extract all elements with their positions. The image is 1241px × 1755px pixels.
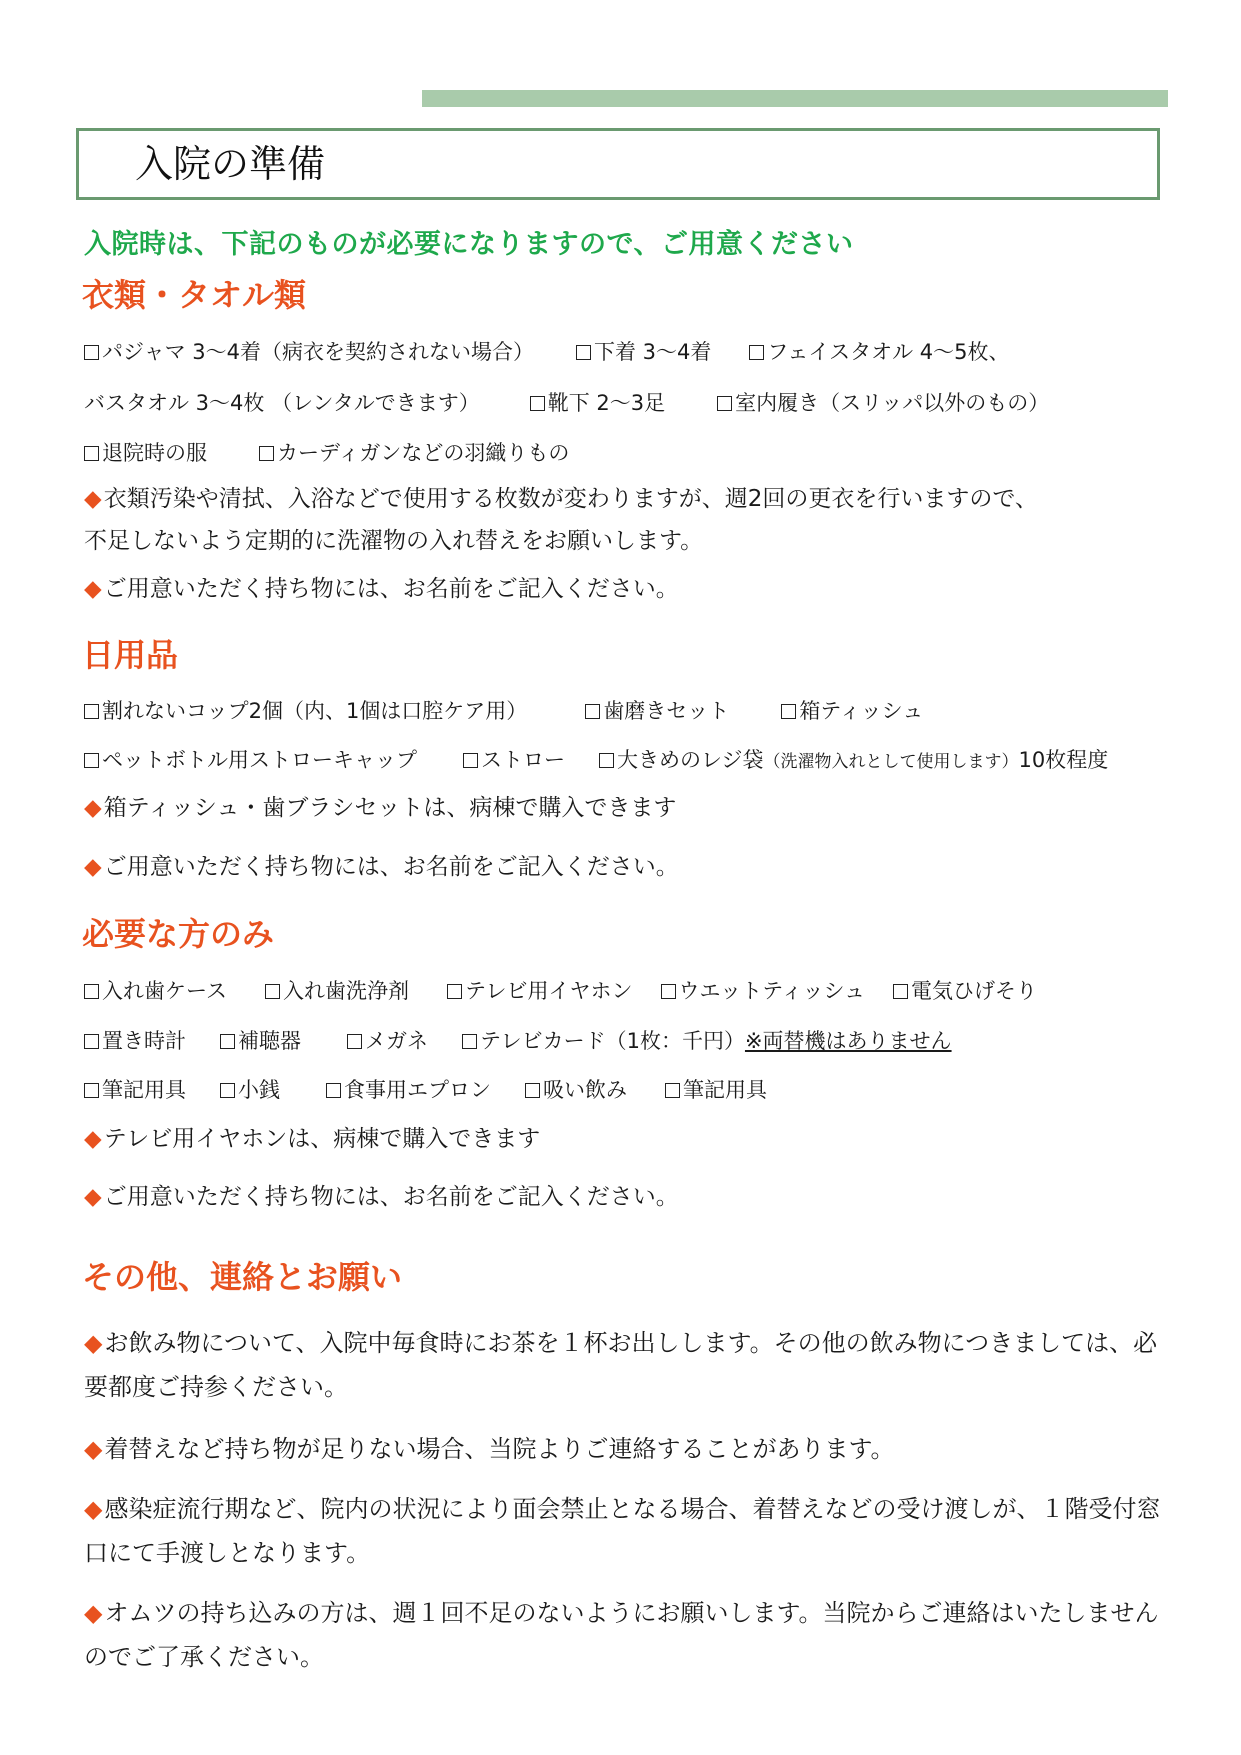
checklist-item[interactable]: 小銭 [220,1076,280,1104]
checkbox-icon[interactable] [749,345,764,360]
checklist-item-continued: バスタオル 3～4枚 （レンタルできます） [84,391,480,415]
title-frame [76,128,1160,200]
clothes-note-1: ◆衣類汚染や清拭、入浴などで使用する枚数が変わりますが、週2回の更衣を行いますので、 [84,486,1038,512]
checkbox-icon[interactable] [463,753,478,768]
checklist-item[interactable]: 入れ歯洗浄剤 [265,977,409,1005]
checklist-item[interactable]: 室内履き（スリッパ以外のもの） [717,389,1049,417]
checkbox-icon[interactable] [84,345,99,360]
clothes-note-1-cont: 不足しないよう定期的に洗濯物の入れ替えをお願いします。 [84,528,704,554]
checklist-item[interactable]: 大きめのレジ袋（洗濯物入れとして使用します）10枚程度 [599,746,1108,776]
diamond-bullet-icon: ◆ [84,1435,103,1463]
checklist-item[interactable]: 割れないコップ2個（内、1個は口腔ケア用） [84,697,527,725]
diamond-bullet-icon: ◆ [84,1184,102,1210]
diamond-bullet-icon: ◆ [84,1495,103,1523]
diamond-bullet-icon: ◆ [84,486,102,512]
checkbox-icon[interactable] [84,704,99,719]
daily-row-1 [84,697,923,725]
checklist-item[interactable]: ウエットティッシュ [661,977,865,1005]
checkbox-icon[interactable] [599,753,614,768]
daily-note-2: ◆ご用意いただく持ち物には、お名前をご記入ください。 [84,854,679,880]
top-accent-bar [422,90,1168,107]
clothes-note-2: ◆ご用意いただく持ち物には、お名前をご記入ください。 [84,576,679,602]
checkbox-icon[interactable] [84,1083,99,1098]
checklist-item[interactable]: 筆記用具 [665,1076,767,1104]
checkbox-icon[interactable] [84,984,99,999]
optional-row-1 [84,977,1037,1005]
checkbox-icon[interactable] [84,1034,99,1049]
clothes-heading: 衣類・タオル類 [82,276,307,314]
checklist-item[interactable]: パジャマ 3～4着（病衣を契約されない場合） [84,338,534,366]
checkbox-icon[interactable] [259,446,274,461]
checklist-item[interactable]: 靴下 2～3足 [530,389,665,417]
optional-note-1: ◆テレビ用イヤホンは、病棟で購入できます [84,1126,541,1152]
diamond-bullet-icon: ◆ [84,576,102,602]
clothes-row-2 [84,389,1049,417]
diamond-bullet-icon: ◆ [84,795,102,821]
optional-row-3 [84,1076,767,1104]
checklist-item[interactable]: 筆記用具 [84,1076,186,1104]
other-heading: その他、連絡とお願い [82,1258,403,1296]
optional-heading: 必要な方のみ [82,915,275,953]
other-note-4: ◆オムツの持ち込みの方は、週１回不足のないようにお願いします。当院からご連絡はいたしませんのでご了承ください。 [84,1599,1159,1671]
checklist-item[interactable]: 電気ひげそり [893,977,1037,1005]
checklist-item[interactable]: 補聴器 [220,1027,301,1055]
checklist-item[interactable]: 下着 3～4着 [576,338,711,366]
checkbox-icon[interactable] [220,1083,235,1098]
checklist-item[interactable]: 吸い飲み [525,1076,627,1104]
checkbox-icon[interactable] [893,984,908,999]
checklist-item[interactable]: テレビカード（1枚：千円）※両替機はありません [462,1027,952,1055]
checkbox-icon[interactable] [525,1083,540,1098]
checklist-item[interactable]: 入れ歯ケース [84,977,227,1005]
daily-heading: 日用品 [82,636,179,674]
diamond-bullet-icon: ◆ [84,1126,102,1152]
optional-row-2 [84,1027,952,1055]
checkbox-icon[interactable] [585,704,600,719]
checkbox-icon[interactable] [447,984,462,999]
no-change-machine-note: ※両替機はありません [744,1029,952,1053]
other-note-1: ◆お飲み物について、入院中毎食時にお茶を１杯お出しします。その他の飲み物につきましては、必要都度ご持参ください。 [84,1329,1158,1401]
checklist-item[interactable]: メガネ [347,1027,428,1055]
checklist-item[interactable]: 置き時計 [84,1027,186,1055]
checkbox-icon[interactable] [84,753,99,768]
checklist-item[interactable]: ストロー [463,746,565,774]
intro-text: 入院時は、下記のものが必要になりますので、ご用意ください [84,229,854,260]
checklist-item[interactable]: ペットボトル用ストローキャップ [84,746,417,774]
checkbox-icon[interactable] [781,704,796,719]
diamond-bullet-icon: ◆ [84,1599,103,1627]
checkbox-icon[interactable] [84,446,99,461]
checkbox-icon[interactable] [265,984,280,999]
checkbox-icon[interactable] [530,396,545,411]
daily-row-2 [84,746,1108,776]
checklist-item[interactable]: 歯磨きセット [585,697,729,725]
checklist-item[interactable]: フェイスタオル 4～5枚、 [749,338,1009,366]
checklist-item[interactable]: カーディガンなどの羽織りもの [259,439,569,467]
checklist-item[interactable]: テレビ用イヤホン [447,977,633,1005]
checklist-item[interactable]: 退院時の服 [84,439,207,467]
optional-note-2: ◆ご用意いただく持ち物には、お名前をご記入ください。 [84,1184,679,1210]
checkbox-icon[interactable] [347,1034,362,1049]
checkbox-icon[interactable] [462,1034,477,1049]
checkbox-icon[interactable] [576,345,591,360]
checkbox-icon[interactable] [665,1083,680,1098]
other-note-2: ◆着替えなど持ち物が足りない場合、当院よりご連絡することがあります。 [84,1435,895,1463]
checkbox-icon[interactable] [326,1083,341,1098]
diamond-bullet-icon: ◆ [84,1329,103,1357]
checklist-item[interactable]: 箱ティッシュ [781,697,923,725]
clothes-row-3 [84,439,569,467]
clothes-row-1 [84,338,1010,366]
checklist-item[interactable]: 食事用エプロン [326,1076,491,1104]
diamond-bullet-icon: ◆ [84,854,102,880]
checkbox-icon[interactable] [717,396,732,411]
daily-note-1: ◆箱ティッシュ・歯ブラシセットは、病棟で購入できます [84,795,677,821]
other-note-3: ◆感染症流行期など、院内の状況により面会禁止となる場合、着替えなどの受け渡しが、１階受付窓口にて手渡しとなります。 [84,1495,1161,1567]
checkbox-icon[interactable] [220,1034,235,1049]
page-title: 入院の準備 [135,142,326,186]
checkbox-icon[interactable] [661,984,676,999]
